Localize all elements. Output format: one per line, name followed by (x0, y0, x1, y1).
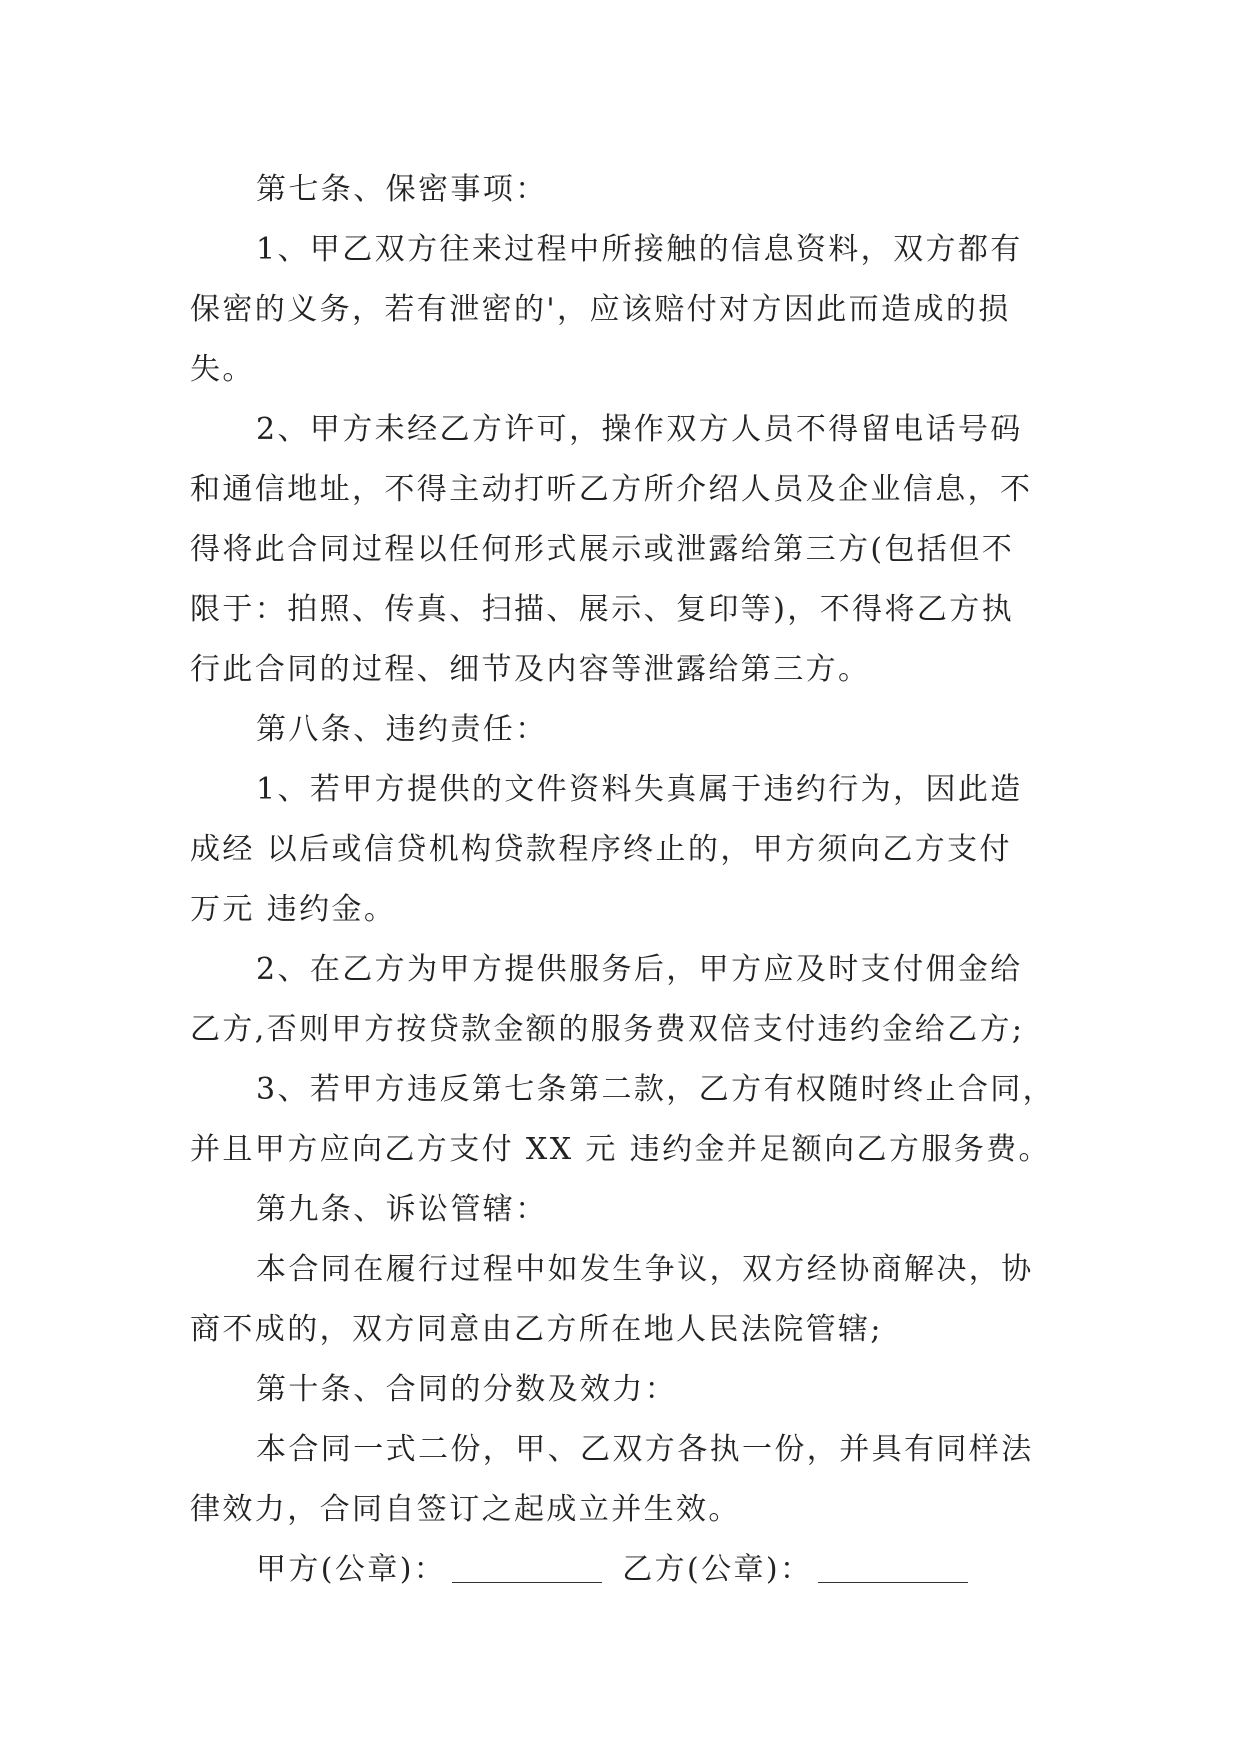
section-heading-article-8: 第八条、违约责任： (256, 712, 548, 747)
paragraph-line: 3、若甲方违反第七条第二款，乙方有权随时终止合同， (256, 1072, 1056, 1107)
paragraph-line: 限于：拍照、传真、扫描、展示、复印等)，不得将乙方执 (190, 592, 1015, 627)
paragraph-7-2 (190, 400, 1070, 700)
paragraph-8-3 (190, 1060, 1070, 1180)
paragraph-line: 律效力，合同自签订之起成立并生效。 (190, 1492, 741, 1527)
section-heading-article-9: 第九条、诉讼管辖： (256, 1192, 548, 1227)
party-a-seal-blank (452, 1556, 602, 1583)
paragraph-line: 万元 违约金。 (190, 892, 397, 927)
paragraph-line: 成经 以后或信贷机构贷款程序终止的，甲方须向乙方支付 (190, 832, 1012, 867)
paragraph-line: 1、甲乙双方往来过程中所接触的信息资料，双方都有 (256, 232, 1023, 267)
paragraph-line: 2、在乙方为甲方提供服务后，甲方应及时支付佣金给 (256, 952, 1023, 987)
paragraph-10 (190, 1420, 1070, 1540)
paragraph-line: 商不成的，双方同意由乙方所在地人民法院管辖; (190, 1312, 883, 1347)
paragraph-line: 得将此合同过程以任何形式展示或泄露给第三方(包括但不 (190, 532, 1015, 567)
paragraph-line: 本合同一式二份，甲、乙双方各执一份，并具有同样法 (256, 1432, 1034, 1467)
section-heading-article-10: 第十条、合同的分数及效力： (256, 1372, 678, 1407)
contract-page (190, 160, 1070, 1600)
paragraph-line: 失。 (190, 352, 255, 387)
section-heading-article-7: 第七条、保密事项： (256, 172, 548, 207)
paragraph-line: 和通信地址，不得主动打听乙方所介绍人员及企业信息，不 (190, 472, 1033, 507)
paragraph-8-1 (190, 760, 1070, 940)
paragraph-line: 保密的义务，若有泄密的'，应该赔付对方因此而造成的损 (190, 292, 1011, 327)
paragraph-7-1 (190, 220, 1070, 400)
signature-row (190, 1540, 1070, 1600)
paragraph-8-2 (190, 940, 1070, 1060)
paragraph-line: 并且甲方应向乙方支付 XX 元 违约金并足额向乙方服务费。 (190, 1132, 1051, 1167)
paragraph-line: 乙方,否则甲方按贷款金额的服务费双倍支付违约金给乙方; (190, 1012, 1025, 1047)
party-b-seal-label: 乙方(公章)： (622, 1552, 813, 1587)
paragraph-line: 行此合同的过程、细节及内容等泄露给第三方。 (190, 652, 871, 687)
party-a-seal-label: 甲方(公章)： (256, 1552, 447, 1587)
paragraph-line: 1、若甲方提供的文件资料失真属于违约行为，因此造 (256, 772, 1023, 807)
paragraph-line: 本合同在履行过程中如发生争议，双方经协商解决，协 (256, 1252, 1034, 1287)
party-b-seal-blank (818, 1556, 968, 1583)
paragraph-9 (190, 1240, 1070, 1360)
paragraph-line: 2、甲方未经乙方许可，操作双方人员不得留电话号码 (256, 412, 1023, 447)
